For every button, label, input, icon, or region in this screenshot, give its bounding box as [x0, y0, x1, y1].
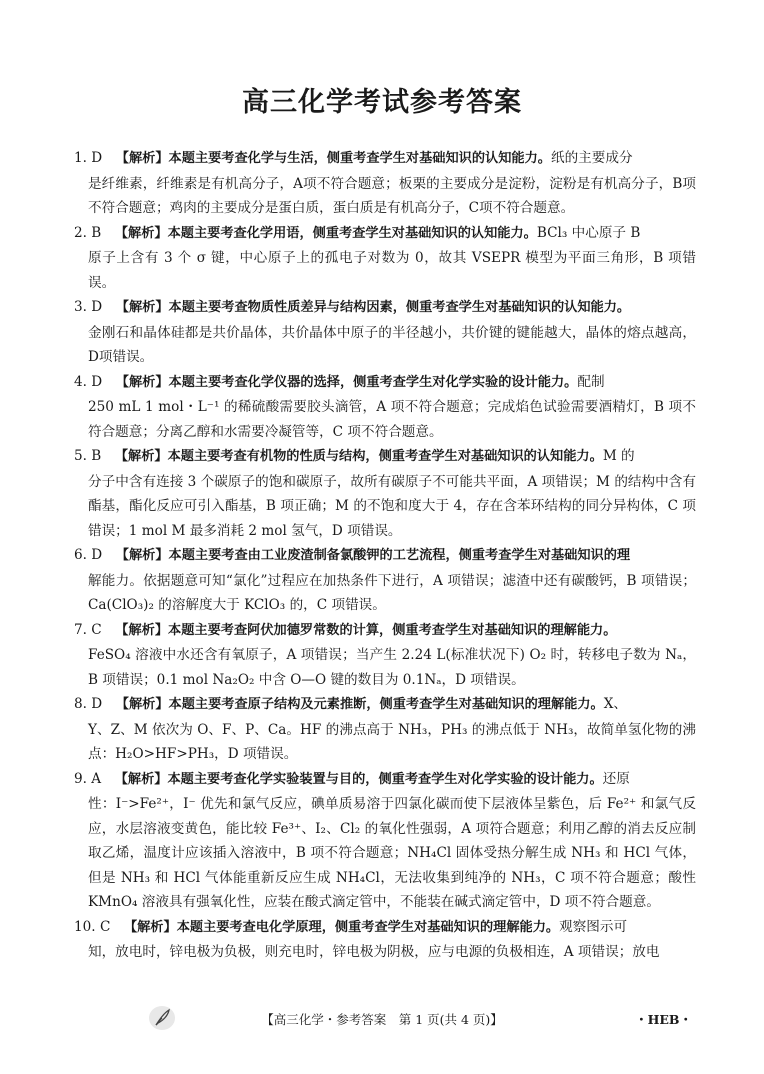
analysis-lead: 本题主要考查由工业废渣制备氯酸钾的工艺流程，侧重考查学生对基础知识的理: [168, 548, 631, 563]
footer-page-info: 【高三化学・参考答案 第 1 页(共 4 页)】: [261, 1012, 503, 1027]
answer-number: 3. D: [74, 299, 103, 315]
answer-first-line: [74, 295, 696, 321]
answer-number: 6. D: [74, 547, 103, 563]
answer-list: [74, 146, 696, 996]
analysis-tag: 【解析】: [115, 300, 169, 315]
answer-first-line: [74, 146, 696, 172]
answer-body: 分子中含有连接 3 个碳原子的饱和碳原子，故所有碳原子不可能共平面，A 项错误；M 的结构中含有酯基，酯化反应可引入酯基，B 项正确；M 的不饱和度大于 4，存在含苯环结构的同分异构体，C 项错误；1 mol M 最多消耗 2 mol 氢气，D 项错误。: [88, 473, 696, 539]
answer-first-tail: 纸的主要成分: [550, 150, 633, 166]
analysis-lead: 本题主要考查有机物的性质与结构，侧重考查学生对基础知识的认知能力。: [167, 449, 603, 464]
answer-item: [74, 767, 696, 915]
answer-first-line: [74, 543, 696, 569]
answer-first-line: [74, 915, 696, 941]
analysis-tag: 【解析】: [115, 697, 169, 712]
analysis-tag: 【解析】: [114, 449, 168, 464]
analysis-tag: 【解析】: [115, 622, 169, 638]
answer-first-tail: M 的: [602, 448, 635, 464]
answer-item: [74, 221, 696, 296]
answer-body: 解能力。依据题意可知“氯化”过程应在加热条件下进行，A 项错误；滤渣中还有碳酸钙，B 项错误；Ca(ClO₃)₂ 的溶解度大于 KClO₃ 的，C 项错误。: [88, 572, 696, 613]
analysis-lead: 本题主要考查物质性质差异与结构因素，侧重考查学生对基础知识的认知能力。: [168, 300, 631, 315]
analysis-tag: 【解析】: [115, 151, 169, 166]
answer-item: [74, 692, 696, 767]
analysis-lead: 本题主要考查电化学原理，侧重考查学生对基础知识的理解能力。: [176, 919, 560, 935]
answer-item: [74, 370, 696, 445]
footer-code: ・HEB・: [635, 1012, 692, 1027]
answer-item: [74, 146, 696, 221]
analysis-tag: 【解析】: [123, 919, 177, 935]
page-title: 高三化学考试参考答案: [242, 87, 522, 118]
analysis-lead: 本题主要考查化学用语，侧重考查学生对基础知识的认知能力。: [167, 225, 537, 241]
answer-item: [74, 915, 696, 965]
analysis-tag: 【解析】: [114, 771, 168, 787]
answer-number: 1. D: [74, 150, 103, 166]
analysis-tag: 【解析】: [115, 548, 169, 563]
answer-number: 8. D: [74, 696, 103, 712]
answer-first-line: [74, 692, 696, 718]
answer-item: [74, 444, 696, 543]
answer-first-line: [74, 767, 696, 793]
answer-body: Y、Z、M 依次为 O、F、P、Ca。HF 的沸点高于 NH₃，PH₃ 的沸点低于 NH₃，故简单氢化物的沸点：H₂O>HF>PH₃，D 项错误。: [88, 721, 696, 762]
answer-body: 原子上含有 3 个 σ 键，中心原子上的孤电子对数为 0，故其 VSEPR 模型为平面三角形，B 项错误。: [88, 250, 696, 291]
answer-body: FeSO₄ 溶液中水还含有氧原子，A 项错误；当产生 2.24 L(标准状况下) O₂ 时，转移电子数为 Nₐ，B 项错误；0.1 mol Na₂O₂ 中含 O—O 键的数目为 0.1Nₐ，D 项错误。: [88, 647, 696, 688]
answer-number: 5. B: [74, 448, 102, 464]
answer-first-line: [74, 221, 696, 247]
analysis-lead: 本题主要考查原子结构及元素推断，侧重考查学生对基础知识的理解能力。: [168, 697, 604, 712]
answer-number: 9. A: [74, 770, 102, 787]
analysis-lead: 本题主要考查化学仪器的选择，侧重考查学生对化学实验的设计能力。: [168, 374, 578, 390]
answer-body: 是纤维素，纤维素是有机高分子，A项不符合题意；板栗的主要成分是淀粉，淀粉是有机高分子，B项不符合题意；鸡肉的主要成分是蛋白质，蛋白质是有机高分子，C项不符合题意。: [88, 175, 696, 216]
analysis-tag: 【解析】: [115, 374, 169, 390]
answer-first-tail: 配制: [577, 373, 605, 390]
answer-first-tail: BCl₃ 中心原子 B: [536, 224, 641, 241]
answer-number: 4. D: [74, 373, 103, 390]
answer-first-line: [74, 444, 696, 470]
answer-body: 知，放电时，锌电极为负极，则充电时，锌电极为阴极，应与电源的负极相连，A 项错误；放电: [88, 944, 660, 960]
answer-number: 2. B: [74, 224, 102, 241]
answer-body: 250 mL 1 mol・L⁻¹ 的稀硫酸需要胶头滴管，A 项不符合题意；完成焰色试验需要酒精灯，B 项不符合题意；分离乙醇和水需要冷凝管等，C 项不符合题意。: [88, 399, 696, 440]
answer-body: 性：I⁻>Fe²⁺，I⁻ 优先和氯气反应，碘单质易溶于四氯化碳而使下层液体呈紫色，后 Fe²⁺ 和氯气反应，水层溶液变黄色，能比较 Fe³⁺、I₂、Cl₂ 的氧化性强弱，A 项符合题意；利用乙醇的消去反应制取乙烯，温度计应该插入溶液中，B 项不符合题意；NH₄Cl 固体受热分解生成 NH₃ 和 HCl 气体，但是 NH₃ 和 HCl 气体能重新反应生成 NH₄Cl，无法收集到纯净的 NH₃，C 项不符合题意；酸性 KMnO₄ 溶液具有强氧化性，应装在酸式滴定管中，不能装在碱式滴定管中，D 项不符合题意。: [88, 796, 696, 910]
answer-first-line: [74, 618, 696, 644]
answer-first-tail: 还原: [602, 770, 630, 787]
analysis-lead: 本题主要考查化学与生活，侧重考查学生对基础知识的认知能力。: [168, 151, 551, 166]
answer-item: [74, 618, 696, 693]
page-footer: [0, 1004, 764, 1034]
answer-first-tail: X、: [603, 696, 628, 712]
answer-item: [74, 295, 696, 370]
answer-item: [74, 543, 696, 618]
answer-first-tail: 观察图示可: [559, 918, 628, 935]
answer-first-line: [74, 370, 696, 396]
answer-number: 7. C: [74, 621, 102, 638]
analysis-lead: 本题主要考查阿伏加德罗常数的计算，侧重考查学生对基础知识的理解能力。: [168, 622, 617, 638]
answer-body: 金刚石和晶体硅都是共价晶体，共价晶体中原子的半径越小，共价键的键能越大，晶体的熔点越高，D项错误。: [88, 324, 696, 365]
analysis-lead: 本题主要考查化学实验装置与目的，侧重考查学生对化学实验的设计能力。: [167, 771, 603, 787]
analysis-tag: 【解析】: [114, 225, 168, 241]
answer-number: 10. C: [74, 918, 111, 935]
